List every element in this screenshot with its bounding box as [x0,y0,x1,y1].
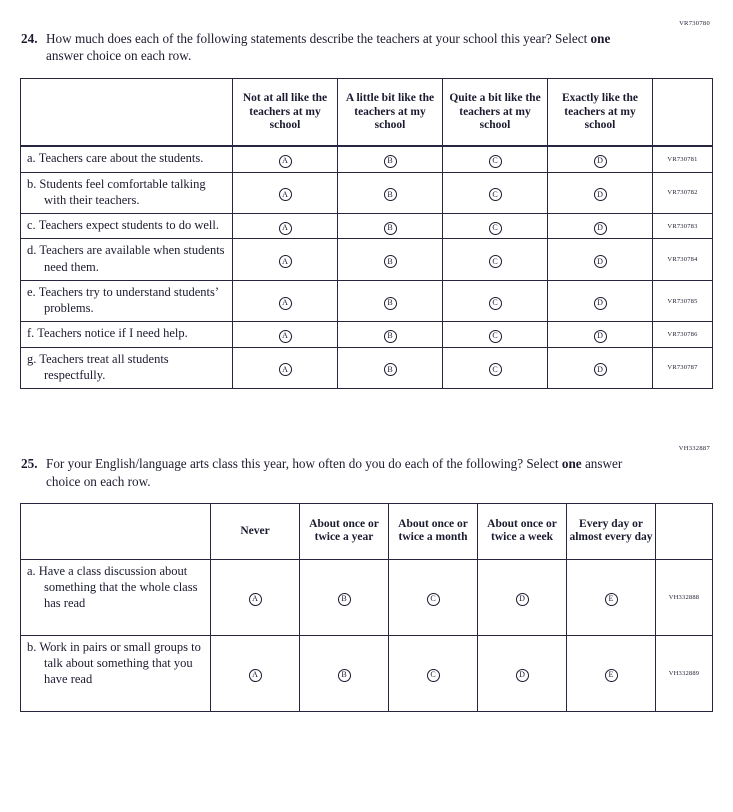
answer-bubble-b[interactable]: B [338,593,351,606]
answer-bubble-b[interactable]: B [384,363,397,376]
row-text: Teachers treat all students respectfully. [39,351,169,382]
row-text: Work in pairs or small groups to talk about something that you have read [39,639,201,687]
answer-bubble-b[interactable]: B [384,255,397,268]
column-header: Never [211,503,300,559]
table-row [21,635,713,711]
question-24-code: VR730780 [679,20,710,27]
row-letter: a. [27,151,36,166]
question-24-section [20,20,712,389]
code-column-header [656,503,713,559]
column-header: About once or twice a year [300,503,389,559]
answer-bubble-c[interactable]: C [489,363,502,376]
table-row [21,239,713,281]
prompt-text: How much does each of the following statements describe the teachers at your school this year? Select [46,31,591,46]
answer-bubble-a[interactable]: A [279,297,292,310]
question-24-prompt [20,30,638,65]
row-code: VH332888 [656,559,713,635]
row-text: Students feel comfortable talking with their teachers. [39,176,206,207]
answer-bubble-b[interactable]: B [384,188,397,201]
column-header: Quite a bit like the teachers at my school [443,78,548,146]
answer-bubble-d[interactable]: D [594,330,607,343]
answer-bubble-d[interactable]: D [594,155,607,168]
table-row [21,172,713,214]
row-letter: b. [27,176,37,191]
row-text: Teachers expect students to do well. [38,218,220,233]
answer-bubble-d[interactable]: D [594,188,607,201]
code-column-header [653,78,713,146]
prompt-text: For your English/language arts class this year, how often do you do each of the following? Select [46,456,562,472]
answer-bubble-e[interactable]: E [605,669,618,682]
answer-bubble-a[interactable]: A [279,188,292,201]
row-letter: b. [27,639,37,654]
table-row [21,322,713,347]
table-row [21,146,713,172]
answer-bubble-b[interactable]: B [384,222,397,235]
question-24-number: 24. [21,31,38,46]
row-stem [21,322,233,347]
row-stem [21,635,211,711]
row-stem [21,239,233,281]
answer-bubble-a[interactable]: A [279,155,292,168]
answer-bubble-c[interactable]: C [427,593,440,606]
row-letter: d. [27,243,37,258]
answer-bubble-b[interactable]: B [384,297,397,310]
corner-cell [21,503,211,559]
row-code: VR730782 [653,172,713,214]
prompt-text-end: answer choice on each row. [46,48,192,64]
row-letter: e. [27,284,36,299]
question-25-section [20,445,712,712]
table-row [21,347,713,389]
question-25-prompt [20,455,638,490]
column-header: A little bit like the teachers at my school [338,78,443,146]
row-text: Have a class discussion about something that the whole class has read [38,563,198,611]
answer-bubble-b[interactable]: B [338,669,351,682]
row-text: Teachers try to understand students’ problems. [38,284,219,316]
row-text: Teachers are available when students need them. [39,243,225,274]
column-header: About once or twice a month [389,503,478,559]
answer-bubble-c[interactable]: C [489,297,502,310]
header-row [21,78,713,146]
row-letter: g. [27,351,37,366]
answer-bubble-c[interactable]: C [489,155,502,168]
answer-bubble-c[interactable]: C [489,188,502,201]
answer-bubble-d[interactable]: D [594,255,607,268]
row-text: Teachers care about the students. [38,151,204,166]
answer-bubble-a[interactable]: A [279,330,292,343]
answer-bubble-d[interactable]: D [516,593,529,606]
answer-bubble-a[interactable]: A [249,593,262,606]
table-row [21,214,713,239]
column-header: About once or twice a week [478,503,567,559]
column-header: Exactly like the teachers at my school [548,78,653,146]
row-stem [21,280,233,322]
prompt-text-end: answer choice on each row. [46,456,623,489]
row-code: VR730781 [653,146,713,172]
row-stem [21,172,233,214]
q24-answer-grid [20,78,713,389]
row-letter: f. [27,326,35,341]
table-row [21,280,713,322]
row-code: VR730787 [653,347,713,389]
answer-bubble-c[interactable]: C [489,330,502,343]
header-row [21,503,713,559]
answer-bubble-c[interactable]: C [427,669,440,682]
row-letter: a. [27,563,36,578]
answer-bubble-c[interactable]: C [489,255,502,268]
answer-bubble-a[interactable]: A [249,669,262,682]
row-stem [21,559,211,635]
q25-answer-grid [20,503,713,712]
answer-bubble-a[interactable]: A [279,222,292,235]
answer-bubble-a[interactable]: A [279,363,292,376]
prompt-bold-one: one [590,31,611,46]
row-stem [21,146,233,172]
row-stem [21,347,233,389]
answer-bubble-a[interactable]: A [279,255,292,268]
answer-bubble-c[interactable]: C [489,222,502,235]
question-25-number: 25. [21,456,38,472]
answer-bubble-b[interactable]: B [384,330,397,343]
answer-bubble-d[interactable]: D [516,669,529,682]
question-25-code: VH332887 [678,445,710,453]
column-header: Not at all like the teachers at my school [233,78,338,146]
column-header: Every day or almost every day [567,503,656,559]
row-code: VR730785 [653,280,713,322]
row-stem [21,214,233,239]
answer-bubble-e[interactable]: E [605,593,618,606]
answer-bubble-d[interactable]: D [594,297,607,310]
row-code: VH332889 [656,635,713,711]
answer-bubble-b[interactable]: B [384,155,397,168]
row-code: VR730783 [653,214,713,239]
row-letter: c. [27,218,36,233]
table-row [21,559,713,635]
prompt-bold-one: one [561,456,582,472]
row-text: Teachers notice if I need help. [37,326,188,341]
row-code: VR730784 [653,239,713,281]
answer-bubble-d[interactable]: D [594,363,607,376]
corner-cell [21,78,233,146]
row-code: VR730786 [653,322,713,347]
answer-bubble-d[interactable]: D [594,222,607,235]
